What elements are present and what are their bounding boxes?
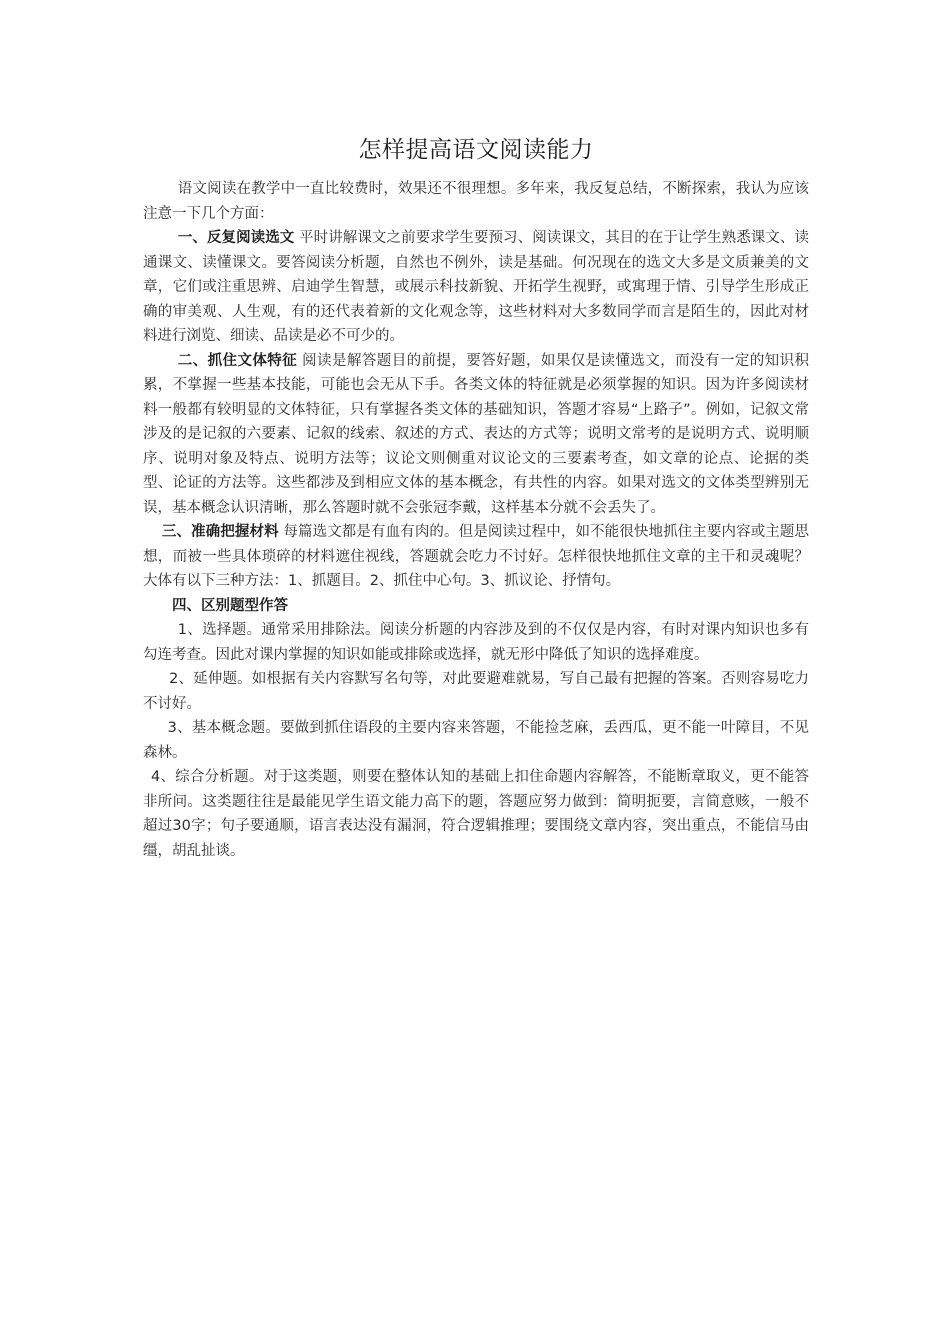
- section-body: 平时讲解课文之前要求学生要预习、阅读课文，其目的在于让学生熟悉课文、读通课文、读懂课文。要答阅读分析题，自然也不例外，读是基础。何况现在的选文大多是文质兼美的文章，它们或注重思辨、启迪学生智慧，或展示科技新貌、开拓学生视野，或寓理于情、引导学生形成正确的审美观、人生观，有的还代表着新的文化观念等，这些材料对大多数同学而言是陌生的，因此对材料进行浏览、细读、品读是必不可少的。: [143, 230, 809, 344]
- list-item-concept-question: 3、基本概念题。要做到抓住语段的主要内容来答题，不能捡芝麻，丢西瓜，更不能一叶障目，不见森林。: [143, 720, 809, 761]
- list-item-analysis-question: 4、综合分析题。对于这类题，则要在整体认知的基础上扣住命题内容解答，不能断章取义，更不能答非所问。这类题往往是最能见学生语文能力高下的题，答题应努力做到：简明扼要，言简意赅，一般不超过30字；句子要通顺，语言表达没有漏洞，符合逻辑推理；要围绕文章内容，突出重点，不能信马由缰，胡乱扯谈。: [143, 769, 809, 859]
- document-page: [143, 132, 809, 863]
- section-heading: 一、反复阅读选文: [177, 230, 295, 246]
- section-heading: 三、准确把握材料: [161, 524, 279, 540]
- section-body: 每篇选文都是有血有肉的。但是阅读过程中，如不能很快地抓住主要内容或主题思想，而被一些具体琐碎的材料遮住视线，答题就会吃力不讨好。怎样很快地抓住文章的主干和灵魂呢？大体有以下三种方法：1、抓题目。2、抓住中心句。3、抓议论、抒情句。: [143, 524, 809, 589]
- list-item-extension-question: 2、延伸题。如根据有关内容默写名句等，对此要避难就易，写自己最有把握的答案。否则容易吃力不讨好。: [143, 671, 809, 712]
- section-heading: 四、区别题型作答: [172, 597, 288, 614]
- section-repeat-reading: [143, 226, 809, 349]
- document-title: 怎样提高语文阅读能力: [358, 137, 594, 163]
- list-item-choice-question: 1、选择题。通常采用排除法。阅读分析题的内容涉及到的不仅仅是内容，有时对课内知识也多有勾连考查。因此对课内掌握的知识如能或排除或选择，就无形中降低了知识的选择难度。: [143, 622, 809, 663]
- section-heading: 二、抓住文体特征: [177, 352, 298, 369]
- section-body: 阅读是解答题目的前提，要答好题，如果仅是读懂选文，而没有一定的知识积累，不掌握一些基本技能，可能也会无从下手。各类文体的特征就是必须掌握的知识。因为许多阅读材料一般都有较明显的文体特征，只有掌握各类文体的基础知识，答题才容易“上路子”。例如，记叙文常涉及的是记叙的六要素、记叙的线索、叙述的方式、表达的方式等；说明文常考的是说明方式、说明顺序、说明对象及特点、说明方法等；议论文则侧重对议论文的三要素考查，如文章的论点、论据的类型、论证的方法等。这些都涉及到相应文体的基本概念，有共性的内容。如果对选文的文体类型辨别无误，基本概念认识清晰，那么答题时就不会张冠李戴，这样基本分就不会丢失了。: [143, 352, 810, 516]
- intro-paragraph: 语文阅读在教学中一直比较费时，效果还不很理想。多年来，我反复总结，不断探索，我认为应该注意一下几个方面：: [143, 181, 809, 222]
- section-question-types: [143, 594, 809, 619]
- section-grasp-material: [143, 520, 809, 594]
- section-genre-features: [143, 349, 809, 521]
